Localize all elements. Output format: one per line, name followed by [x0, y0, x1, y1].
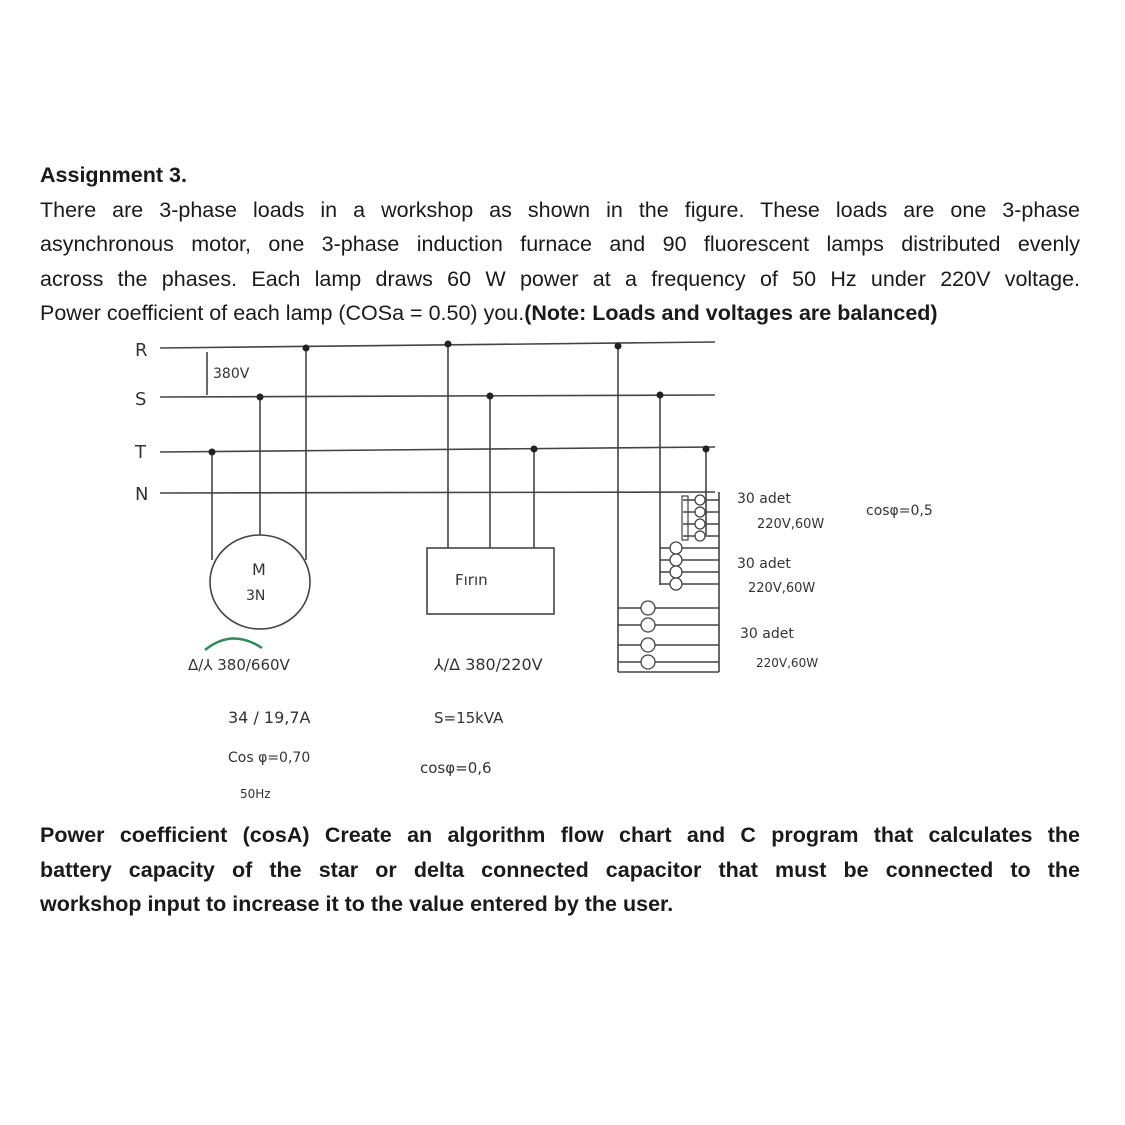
lamp-pf: cosφ=0,5 — [866, 503, 933, 519]
motor — [188, 345, 311, 802]
phase-r-label: R — [135, 340, 148, 361]
bus-r-line — [160, 342, 715, 348]
lamp-icon — [670, 566, 682, 578]
bus-n-line — [160, 492, 715, 493]
lamp-icon — [641, 618, 655, 632]
question-line-2: battery capacity of the star or delta connected capacitor that must be connected to the — [40, 857, 1080, 882]
assignment-line-2: asynchronous motor, one 3-phase induction furnace and 90 fluorescent lamps distributed evenly — [40, 232, 1080, 256]
lamp-icon — [695, 519, 705, 529]
phase-n-label: N — [135, 484, 149, 505]
assignment-line-4: Power coefficient of each lamp (COSa = 0.50) you.(Note: Loads and voltages are balanced) — [40, 301, 938, 325]
question-text — [40, 818, 1080, 922]
motor-symbol: M — [252, 560, 266, 579]
lamp-icon — [641, 638, 655, 652]
lamp-icon — [641, 601, 655, 615]
lamp-icon — [670, 578, 682, 590]
motor-circle — [210, 535, 310, 629]
lamp-group1-count: 30 adet — [737, 491, 791, 507]
lamp-group3-count: 30 adet — [740, 626, 794, 642]
motor-current: 34 / 19,7A — [228, 708, 311, 727]
assignment-line-1: There are 3-phase loads in a workshop as shown in the figure. These loads are one 3-phase — [40, 197, 1080, 222]
lamp-group2-rating: 220V,60W — [748, 581, 816, 596]
lamp-icon — [641, 655, 655, 669]
lamp-icon — [670, 542, 682, 554]
assignment-line-3: across the phases. Each lamp draws 60 W power at a frequency of 50 Hz under 220V voltage. — [40, 266, 1080, 291]
furnace-box — [427, 548, 554, 614]
furnace-label: Fırın — [455, 571, 488, 589]
lamp-group2-count: 30 adet — [737, 556, 791, 572]
bus-t-line — [160, 447, 715, 452]
furnace — [420, 341, 554, 778]
phase-t-label: T — [135, 442, 146, 463]
assignment-title: Assignment 3. — [40, 163, 187, 187]
furnace-connection: ⅄/Δ 380/220V — [434, 655, 543, 674]
furnace-pf: cosφ=0,6 — [420, 759, 492, 777]
motor-phase: 3N — [246, 588, 266, 604]
lamp-icon — [670, 554, 682, 566]
phase-s-label: S — [135, 389, 147, 410]
lamp-icon — [695, 531, 705, 541]
motor-connection-arrow — [205, 638, 262, 650]
motor-pf: Cos φ=0,70 — [228, 750, 311, 766]
line-voltage-label: 380V — [213, 366, 250, 382]
motor-connection: Δ/⅄ 380/660V — [188, 656, 290, 674]
lamp-icon — [695, 507, 705, 517]
question-line-1: Power coefficient (cosA) Create an algorithm flow chart and C program that calculates the — [40, 823, 1080, 847]
furnace-power: S=15kVA — [434, 709, 504, 727]
bus-s-line — [160, 395, 715, 397]
lamp-group3-rating: 220V,60W — [756, 656, 819, 670]
motor-freq: 50Hz — [240, 787, 271, 801]
lamp-icon — [695, 495, 705, 505]
question-line-3: workshop input to increase it to the value entered by the user. — [40, 892, 674, 916]
lamp-network — [615, 343, 933, 673]
lamp-group1-rating: 220V,60W — [757, 517, 825, 532]
